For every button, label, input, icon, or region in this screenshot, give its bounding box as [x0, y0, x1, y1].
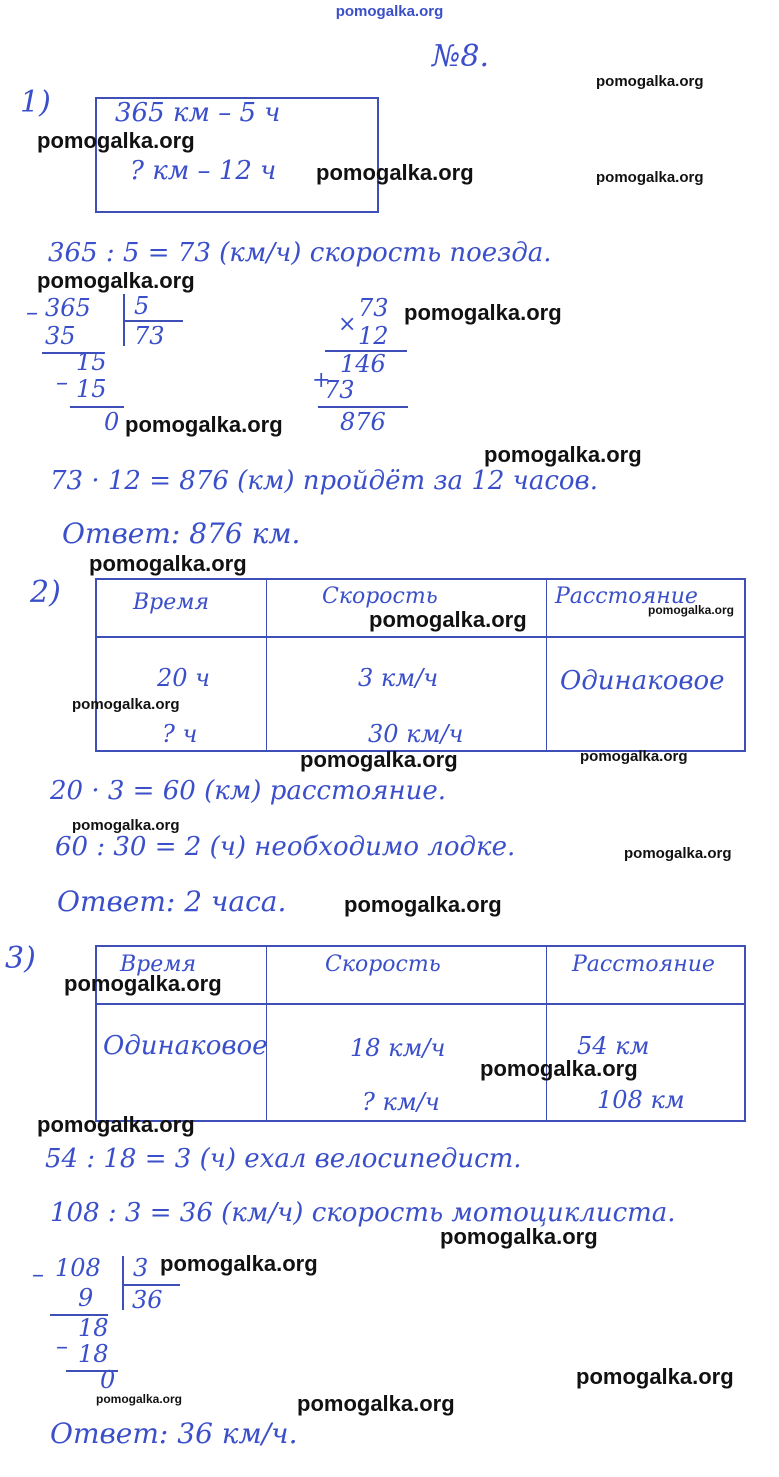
division-sub1: 35: [45, 322, 76, 350]
part3-answer: Ответ: 36 км/ч.: [50, 1417, 298, 1450]
part2-speed-row2: 30 км/ч: [368, 720, 464, 748]
part2-answer: Ответ: 2 часа.: [57, 885, 287, 918]
part2-time-row2: ? ч: [162, 720, 198, 748]
watermark: pomogalka.org: [648, 603, 735, 617]
mult-a: 73: [358, 294, 389, 322]
watermark: pomogalka.org: [580, 748, 688, 765]
watermark: pomogalka.org: [72, 817, 180, 834]
watermark: pomogalka.org: [37, 1112, 195, 1137]
division3-rem1: 18: [78, 1314, 109, 1342]
mult-partial2: 73: [324, 376, 355, 404]
part3-label: 3): [5, 941, 36, 976]
part3-header-distance: Расстояние: [572, 952, 715, 977]
division3-divisor: 3: [133, 1254, 149, 1282]
division3-sub2: 18: [78, 1340, 109, 1368]
division-rem2: 0: [104, 408, 120, 436]
part1-answer: Ответ: 876 км.: [62, 517, 301, 550]
watermark: pomogalka.org: [484, 442, 642, 467]
division3-rem2: 0: [100, 1366, 116, 1394]
mult-result: 876: [340, 408, 386, 436]
site-header: pomogalka.org: [335, 3, 444, 20]
division3-dividend: 108: [55, 1254, 101, 1282]
watermark: pomogalka.org: [125, 412, 283, 437]
watermark: pomogalka.org: [576, 1364, 734, 1389]
watermark: pomogalka.org: [37, 128, 195, 153]
watermark: pomogalka.org: [344, 892, 502, 917]
watermark: pomogalka.org: [300, 747, 458, 772]
watermark: pomogalka.org: [160, 1251, 318, 1276]
task-number: №8.: [432, 39, 490, 74]
part2-time-row1: 20 ч: [157, 664, 211, 692]
part3-equation1: 54 : 18 = 3 (ч) ехал велосипедист.: [45, 1144, 522, 1174]
watermark: pomogalka.org: [316, 160, 474, 185]
part2-equation1: 20 · 3 = 60 (км) расстояние.: [50, 776, 447, 806]
mult-partial1: 146: [340, 350, 386, 378]
part3-header-time: Время: [120, 952, 197, 977]
division-divisor: 5: [134, 292, 150, 320]
watermark: pomogalka.org: [96, 1392, 183, 1406]
watermark: pomogalka.org: [480, 1056, 638, 1081]
mult-sign: ×: [338, 312, 357, 337]
division-quotient: 73: [134, 322, 165, 350]
part1-label: 1): [20, 85, 51, 120]
part2-label: 2): [30, 575, 61, 610]
part3-speed-row1: 18 км/ч: [350, 1034, 446, 1062]
part3-speed-row2: ? км/ч: [362, 1088, 440, 1116]
part1-equation2: 73 · 12 = 876 (км) пройдёт за 12 часов.: [50, 466, 598, 496]
watermark: pomogalka.org: [64, 971, 222, 996]
division-rem1: 15: [76, 348, 107, 376]
watermark: pomogalka.org: [596, 73, 704, 90]
watermark: pomogalka.org: [369, 607, 527, 632]
part3-time: Одинаковое: [103, 1031, 268, 1061]
division-dividend: 365: [45, 294, 91, 322]
part1-equation1: 365 : 5 = 73 (км/ч) скорость поезда.: [48, 238, 552, 268]
condition-line1: 365 км – 5 ч: [115, 98, 281, 128]
part2-equation2: 60 : 30 = 2 (ч) необходимо лодке.: [55, 832, 516, 862]
watermark: pomogalka.org: [624, 845, 732, 862]
division3-sub1: 9: [78, 1284, 94, 1312]
watermark: pomogalka.org: [89, 551, 247, 576]
watermark: pomogalka.org: [596, 169, 704, 186]
part2-header-speed: Скорость: [322, 584, 438, 609]
watermark: pomogalka.org: [440, 1224, 598, 1249]
division3-quotient: 36: [132, 1286, 163, 1314]
watermark: pomogalka.org: [297, 1391, 455, 1416]
division-sub2: 15: [76, 375, 107, 403]
part2-distance: Одинаковое: [560, 666, 725, 696]
watermark: pomogalka.org: [72, 696, 180, 713]
part3-header-speed: Скорость: [325, 952, 441, 977]
part3-dist-row2: 108 км: [597, 1086, 685, 1114]
mult-b: 12: [358, 322, 389, 350]
part2-header-time: Время: [133, 590, 210, 615]
part3-equation2: 108 : 3 = 36 (км/ч) скорость мотоциклиста.: [50, 1198, 676, 1228]
watermark: pomogalka.org: [37, 268, 195, 293]
add-sign: +: [312, 368, 331, 393]
part3-dist-row1: 54 км: [577, 1032, 650, 1060]
condition-line2: ? км – 12 ч: [130, 156, 277, 186]
part2-header-distance: Расстояние: [555, 584, 698, 609]
watermark: pomogalka.org: [404, 300, 562, 325]
part2-speed-row1: 3 км/ч: [358, 664, 439, 692]
